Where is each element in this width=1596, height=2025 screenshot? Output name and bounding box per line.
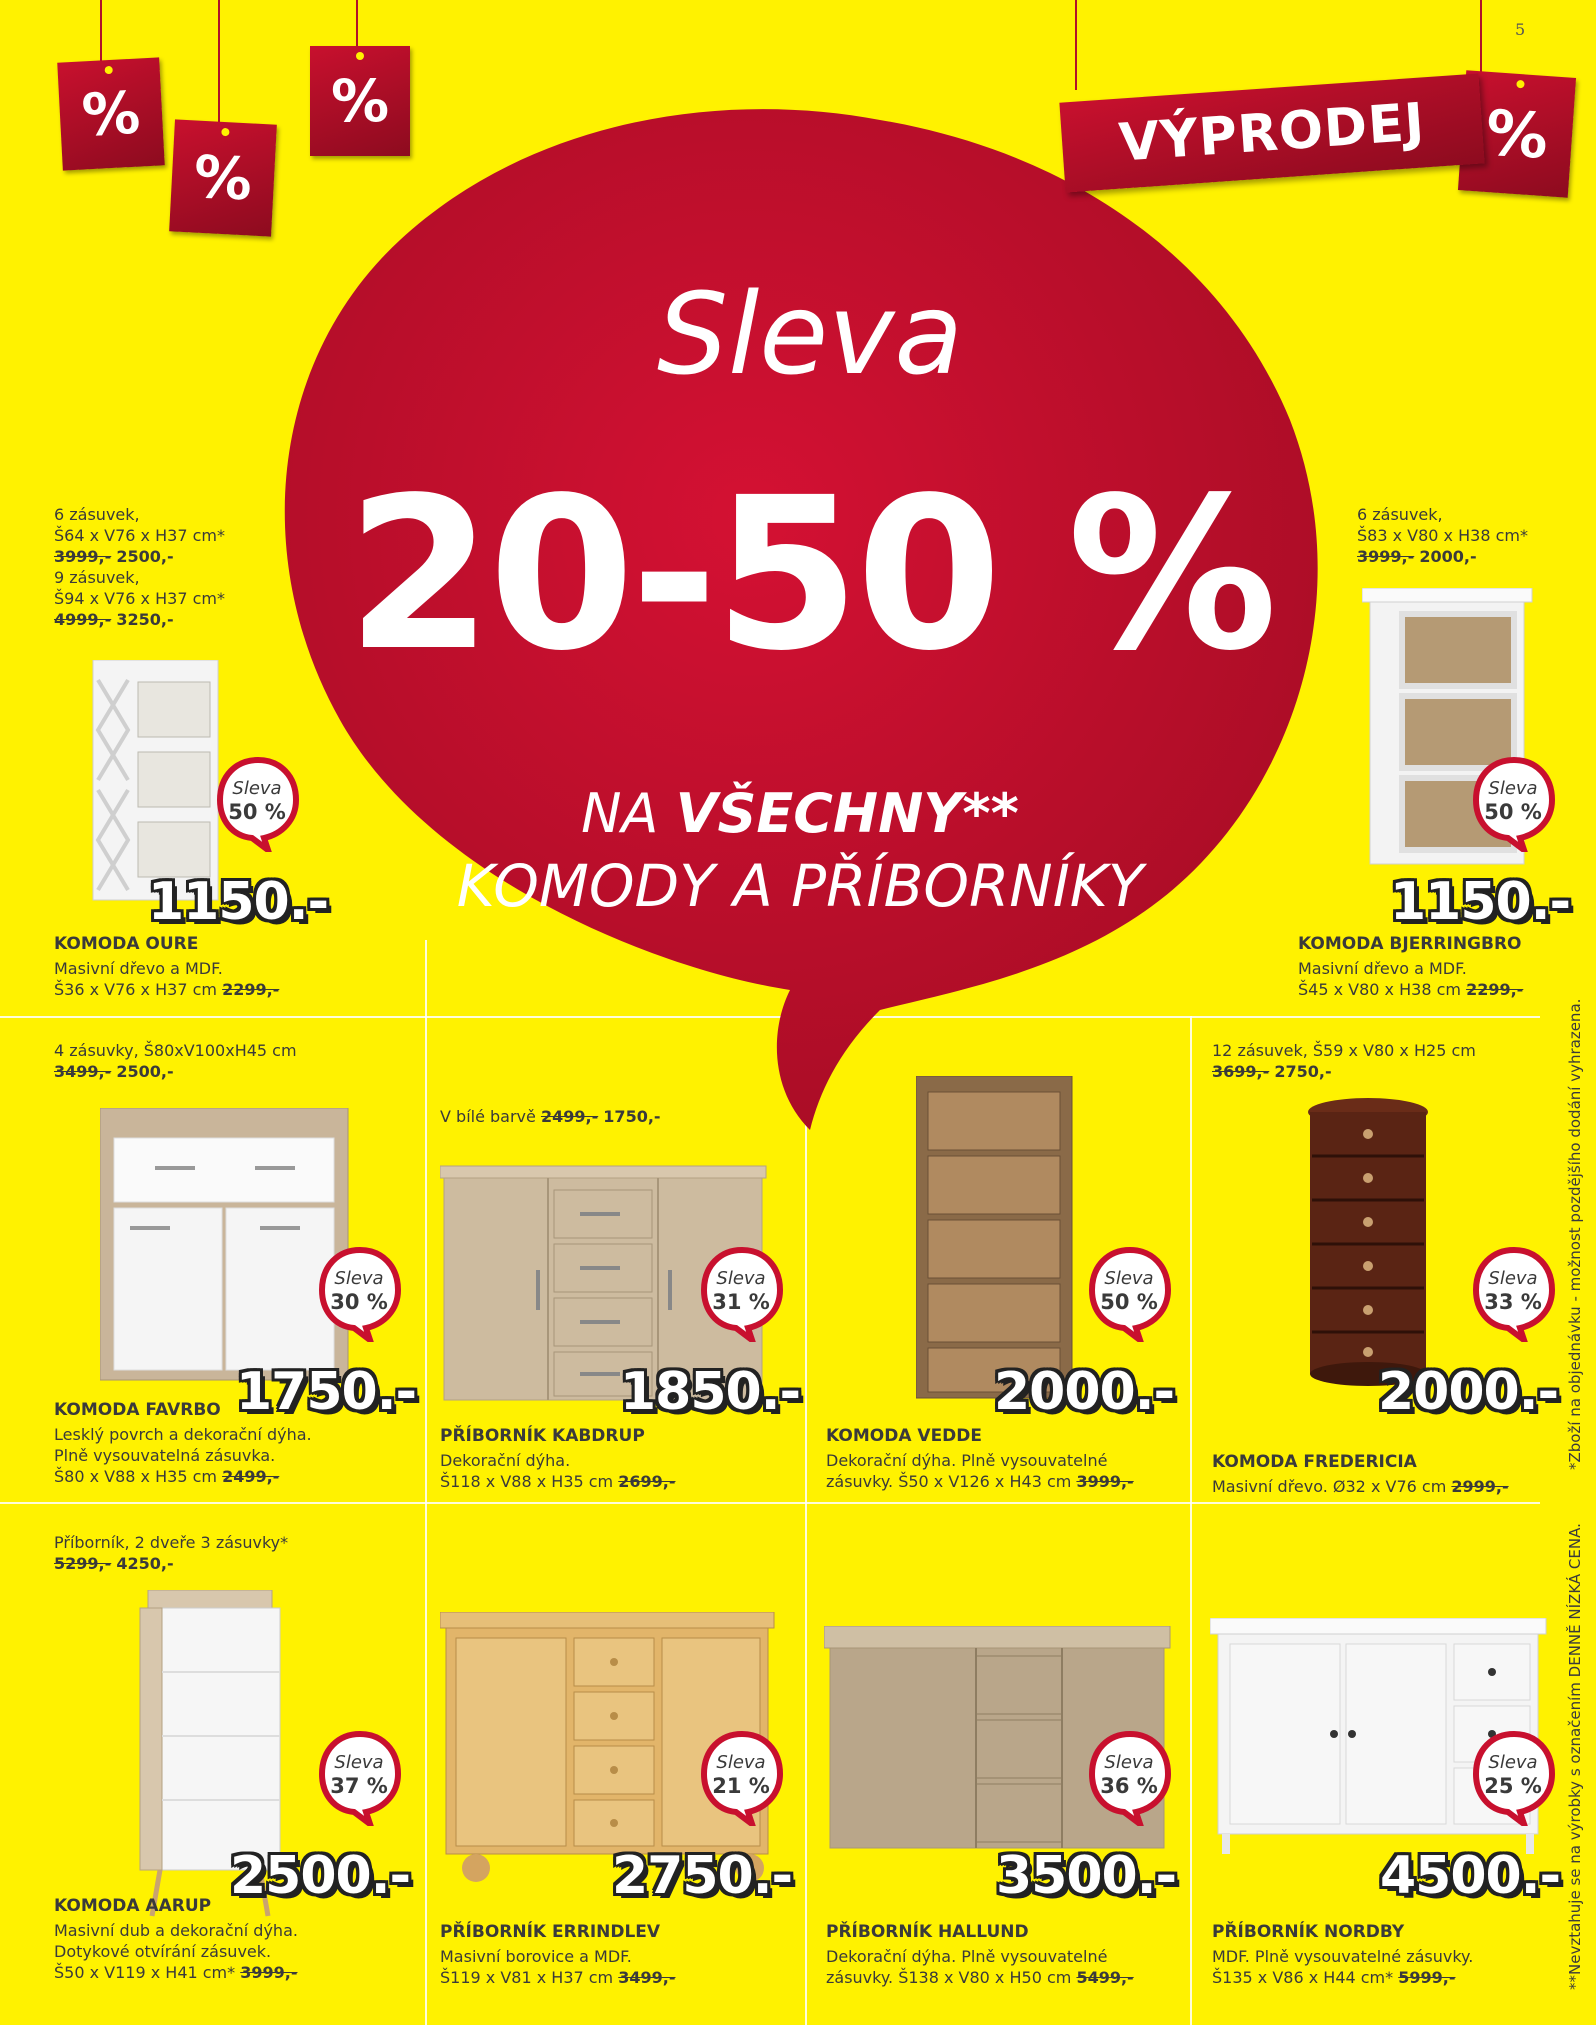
bjerringbro-price-line: [1357, 546, 1528, 567]
aarup-spec-line: Příborník, 2 dveře 3 zásuvky*: [54, 1533, 289, 1552]
fredericia-desc: [1212, 1476, 1509, 1497]
nordby-dimensions: Š135 x V86 x H44 cm*: [1212, 1968, 1394, 1987]
fredericia-title: KOMODA FREDERICIA: [1212, 1452, 1417, 1472]
favrbo-spec: [54, 1040, 297, 1082]
oure-old: 2299,-: [222, 980, 280, 999]
nordby-discount: 25 %: [1484, 1774, 1542, 1798]
tag-string: [100, 0, 102, 62]
kabdrup-price: 1850.-: [620, 1362, 801, 1422]
oure-spec-line: 9 zásuvek,: [54, 568, 140, 587]
percent-tag-symbol: %: [192, 142, 254, 214]
tag-string: [1075, 0, 1077, 90]
bjerringbro-old-price: 3999,-: [1357, 547, 1415, 566]
errindlev-desc: [440, 1946, 675, 1988]
kabdrup-discount: 31 %: [712, 1290, 770, 1314]
fredericia-old: 2999,-: [1451, 1477, 1509, 1496]
vedde-badge-text: [1090, 1246, 1174, 1342]
aarup-dimensions: Š50 x V119 x H41 cm*: [54, 1963, 236, 1982]
favrbo-desc-line: Lesklý povrch a dekorační dýha.: [54, 1425, 312, 1444]
hero-komody: KOMODY A PŘÍBORNÍKY: [456, 852, 1144, 920]
oure-price-line: [54, 546, 225, 567]
favrbo-old-price: 3499,-: [54, 1062, 112, 1081]
fredericia-image: [1304, 1094, 1434, 1394]
kabdrup-desc-line: Dekorační dýha.: [440, 1451, 571, 1470]
bjerringbro-price: 1150.-: [1390, 872, 1571, 932]
favrbo-desc-line: [54, 1466, 312, 1487]
oure-old-price: 4999,-: [54, 610, 112, 629]
kabdrup-old-price: 2499,-: [540, 1107, 599, 1126]
nordby-badge-text: [1474, 1730, 1558, 1826]
errindlev-desc-line: Masivní borovice a MDF.: [440, 1947, 632, 1966]
oure-desc-line: [54, 979, 279, 1000]
kabdrup-spec: [440, 1106, 661, 1127]
aarup-badge-text: [320, 1730, 404, 1826]
favrbo-desc-line: Plně vysouvatelná zásuvka.: [54, 1446, 276, 1465]
fredericia-dimensions: Masivní dřevo. Ø32 x V76 cm: [1212, 1477, 1447, 1496]
hallund-badge-text: [1090, 1730, 1174, 1826]
aarup-desc: [54, 1920, 298, 1983]
oure-price: 1150.-: [148, 872, 329, 932]
errindlev-old: 3499,-: [618, 1968, 676, 1987]
kabdrup-desc: [440, 1450, 675, 1492]
oure-spec-line: Š64 x V76 x H37 cm*: [54, 526, 225, 545]
fredericia-price: 2000.-: [1378, 1362, 1559, 1422]
aarup-desc-line: [54, 1962, 298, 1983]
favrbo-price: 1750.-: [236, 1362, 417, 1422]
hallund-old: 5499,-: [1076, 1968, 1134, 1987]
hallund-desc: [826, 1946, 1134, 1988]
fredericia-price-line: [1212, 1061, 1476, 1082]
nordby-desc: [1212, 1946, 1473, 1988]
footnote-exclusion: **Nevztahuje se na výrobky s označením DENNĚ NÍZKÁ CENA.: [1566, 1523, 1584, 1990]
fredericia-old-price: 3699,-: [1212, 1062, 1270, 1081]
badge-word: Sleva: [1488, 1752, 1538, 1773]
favrbo-title: KOMODA FAVRBO: [54, 1400, 221, 1420]
percent-tag-symbol: %: [1483, 95, 1551, 173]
kabdrup-badge-text: [702, 1246, 786, 1342]
oure-discount: 50 %: [228, 800, 286, 824]
bjerringbro-dimensions: Š45 x V80 x H38 cm: [1298, 980, 1461, 999]
vedde-price: 2000.-: [994, 1362, 1175, 1422]
hero-vsechny: VŠECHNY**: [675, 782, 1019, 845]
bjerringbro-desc-line: Masivní dřevo a MDF.: [1298, 959, 1467, 978]
badge-word: Sleva: [1104, 1268, 1154, 1289]
errindlev-desc-line: [440, 1967, 675, 1988]
oure-desc-line: Masivní dřevo a MDF.: [54, 959, 223, 978]
vedde-desc: [826, 1450, 1134, 1492]
errindlev-price: 2750.-: [612, 1846, 793, 1906]
aarup-spec: [54, 1532, 288, 1574]
fredericia-desc-line: [1212, 1476, 1509, 1497]
percent-tag: [169, 119, 277, 236]
fredericia-new-price: 2750,-: [1274, 1062, 1332, 1081]
hallund-desc-line: Dekorační dýha. Plně vysouvatelné: [826, 1947, 1108, 1966]
errindlev-title: PŘÍBORNÍK ERRINDLEV: [440, 1922, 661, 1942]
bjerringbro-spec-line: 6 zásuvek,: [1357, 505, 1443, 524]
oure-spec-line: Š94 x V76 x H37 cm*: [54, 589, 225, 608]
bjerringbro-desc-line: [1298, 979, 1523, 1000]
oure-dimensions: Š36 x V76 x H37 cm: [54, 980, 217, 999]
vedde-dimensions: zásuvky. Š50 x V126 x H43 cm: [826, 1472, 1072, 1491]
vedde-title: KOMODA VEDDE: [826, 1426, 983, 1446]
kabdrup-new-price: 1750,-: [603, 1107, 661, 1126]
nordby-old: 5999,-: [1398, 1968, 1456, 1987]
tag-string: [1480, 0, 1482, 78]
badge-word: Sleva: [716, 1268, 766, 1289]
tag-string: [356, 0, 358, 48]
aarup-discount: 37 %: [330, 1774, 388, 1798]
vedde-image: [916, 1076, 1076, 1406]
favrbo-spec-line: 4 zásuvky, Š80xV100xH45 cm: [54, 1041, 297, 1060]
errindlev-badge-text: [702, 1730, 786, 1826]
aarup-new-price: 4250,-: [116, 1554, 174, 1573]
nordby-title: PŘÍBORNÍK NORDBY: [1212, 1922, 1405, 1942]
tag-string: [218, 0, 220, 125]
oure-price-line: [54, 609, 225, 630]
vedde-desc-line: Dekorační dýha. Plně vysouvatelné: [826, 1451, 1108, 1470]
kabdrup-old: 2699,-: [618, 1472, 676, 1491]
badge-word: Sleva: [1104, 1752, 1154, 1773]
hero-na-vsechny: [380, 782, 1220, 845]
favrbo-discount: 30 %: [330, 1290, 388, 1314]
footnote-order: *Zboží na objednávku - možnost pozdějšího dodání vyhrazena.: [1566, 998, 1584, 1470]
percent-tag-symbol: %: [80, 78, 142, 150]
aarup-old-price: 5299,-: [54, 1554, 112, 1573]
oure-spec: [54, 504, 225, 630]
favrbo-new-price: 2500,-: [116, 1062, 174, 1081]
badge-word: Sleva: [334, 1268, 384, 1289]
vyprodej-banner: VÝPRODEJ: [1059, 73, 1484, 192]
hallund-desc-line: [826, 1967, 1134, 1988]
vedde-desc-line: [826, 1471, 1134, 1492]
percent-tag: [57, 57, 165, 170]
hallund-dimensions: zásuvky. Š138 x V80 x H50 cm: [826, 1968, 1072, 1987]
fredericia-spec: [1212, 1040, 1476, 1082]
hallund-price: 3500.-: [996, 1846, 1177, 1906]
vedde-old: 3999,-: [1076, 1472, 1134, 1491]
oure-badge-text: [218, 756, 302, 852]
favrbo-price-line: [54, 1061, 297, 1082]
percent-tag-symbol: %: [330, 67, 390, 135]
oure-desc: [54, 958, 279, 1000]
page-number: 5: [1515, 20, 1526, 39]
vedde-discount: 50 %: [1100, 1290, 1158, 1314]
bjerringbro-badge-text: [1474, 756, 1558, 852]
fredericia-discount: 33 %: [1484, 1290, 1542, 1314]
badge-word: Sleva: [232, 778, 282, 799]
kabdrup-dimensions: Š118 x V88 x H35 cm: [440, 1472, 614, 1491]
badge-word: Sleva: [334, 1752, 384, 1773]
aarup-old: 3999,-: [240, 1963, 298, 1982]
favrbo-badge-text: [320, 1246, 404, 1342]
nordby-price: 4500.-: [1380, 1846, 1561, 1906]
favrbo-image: [100, 1108, 350, 1388]
aarup-price: 2500.-: [230, 1846, 411, 1906]
nordby-desc-line: MDF. Plně vysouvatelné zásuvky.: [1212, 1947, 1474, 1966]
oure-new-price: 2500,-: [116, 547, 174, 566]
errindlev-discount: 21 %: [712, 1774, 770, 1798]
errindlev-dimensions: Š119 x V81 x H37 cm: [440, 1968, 614, 1987]
oure-title: KOMODA OURE: [54, 934, 199, 954]
hero-sleva: Sleva: [656, 270, 964, 400]
bjerringbro-spec-line: Š83 x V80 x H38 cm*: [1357, 526, 1528, 545]
aarup-title: KOMODA AARUP: [54, 1896, 212, 1916]
favrbo-old: 2499,-: [222, 1467, 280, 1486]
bjerringbro-title: KOMODA BJERRINGBRO: [1298, 934, 1522, 954]
badge-word: Sleva: [1488, 1268, 1538, 1289]
aarup-desc-line: Dotykové otvírání zásuvek.: [54, 1942, 272, 1961]
oure-new-price: 3250,-: [116, 610, 174, 629]
bjerringbro-desc: [1298, 958, 1523, 1000]
percent-tag: [310, 46, 410, 156]
favrbo-desc: [54, 1424, 312, 1487]
aarup-desc-line: Masivní dub a dekorační dýha.: [54, 1921, 298, 1940]
kabdrup-desc-line: [440, 1471, 675, 1492]
fredericia-badge-text: [1474, 1246, 1558, 1342]
kabdrup-price-line: [440, 1106, 661, 1127]
bjerringbro-discount: 50 %: [1484, 800, 1542, 824]
badge-word: Sleva: [716, 1752, 766, 1773]
hero-na: NA: [581, 782, 659, 845]
nordby-desc-line: [1212, 1967, 1473, 1988]
aarup-price-line: [54, 1553, 288, 1574]
hallund-discount: 36 %: [1100, 1774, 1158, 1798]
kabdrup-spec-text: V bílé barvě: [440, 1107, 536, 1126]
badge-word: Sleva: [1488, 778, 1538, 799]
fredericia-spec-line: 12 zásuvek, Š59 x V80 x H25 cm: [1212, 1041, 1476, 1060]
oure-spec-line: 6 zásuvek,: [54, 505, 140, 524]
bjerringbro-new-price: 2000,-: [1419, 547, 1477, 566]
oure-old-price: 3999,-: [54, 547, 112, 566]
kabdrup-title: PŘÍBORNÍK KABDRUP: [440, 1426, 645, 1446]
hallund-title: PŘÍBORNÍK HALLUND: [826, 1922, 1029, 1942]
favrbo-dimensions: Š80 x V88 x H35 cm: [54, 1467, 217, 1486]
hero-percent: 20-50 %: [346, 452, 1274, 697]
bjerringbro-old: 2299,-: [1466, 980, 1524, 999]
bjerringbro-spec: [1357, 504, 1528, 567]
